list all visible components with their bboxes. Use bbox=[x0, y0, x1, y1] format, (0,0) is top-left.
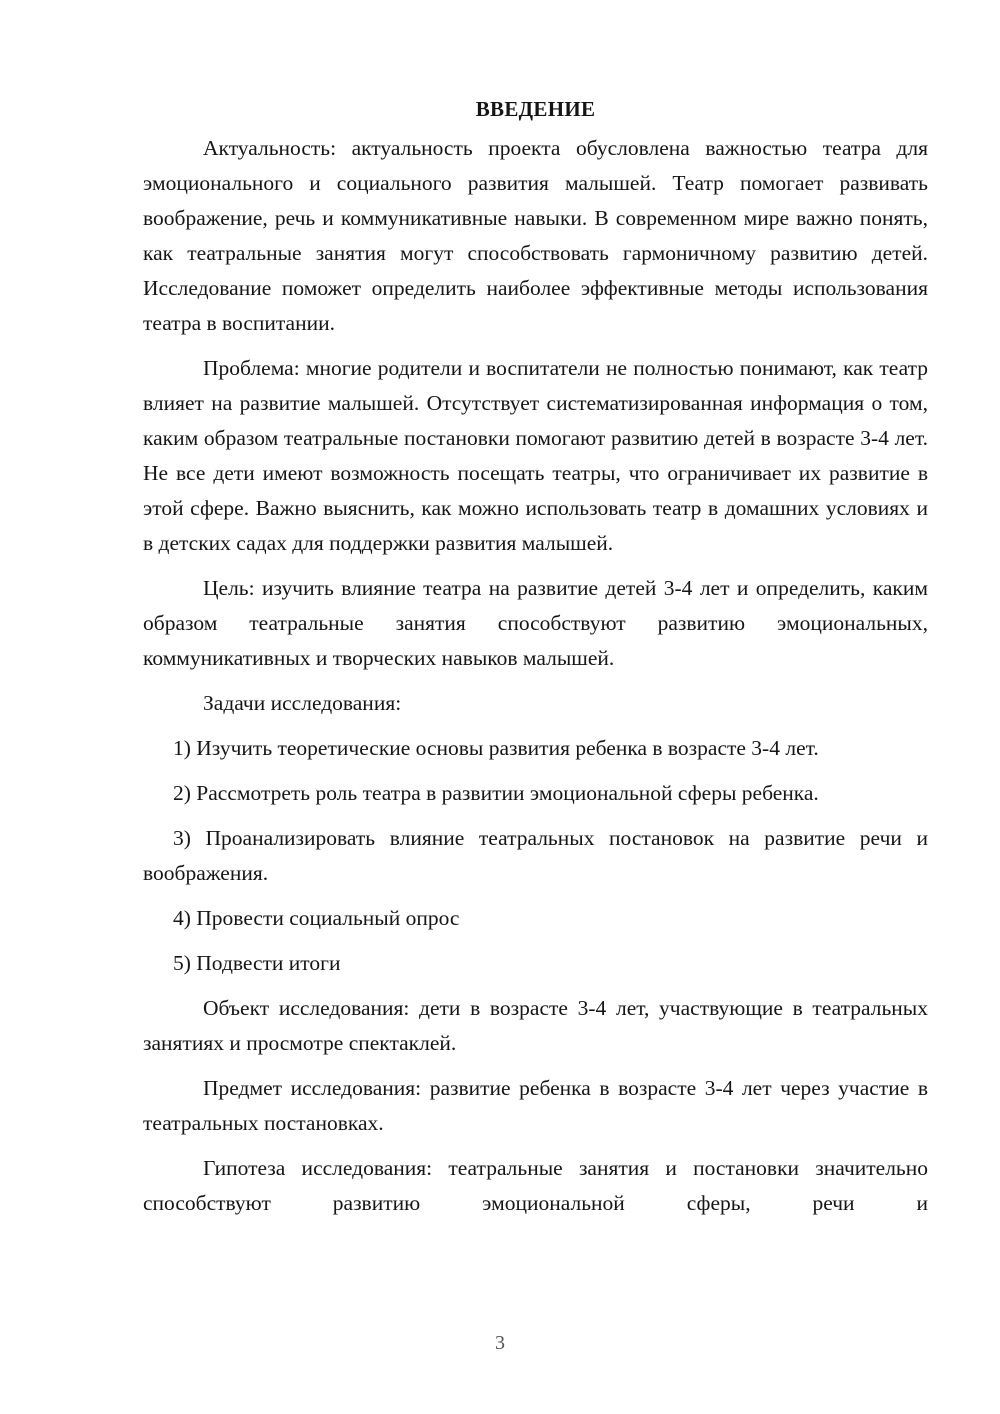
task-item-1: 1) Изучить теоретические основы развития ребенка в возрасте 3-4 лет. bbox=[173, 736, 819, 760]
paragraph-hypothesis: Гипотеза исследования: театральные занятия и постановки значительно способствуют развитию эмоциональной сферы, речи и bbox=[143, 1156, 928, 1215]
paragraph-goal: Цель: изучить влияние театра на развитие детей 3-4 лет и определить, каким образом театральные занятия способствуют развитию эмоциональных, коммуникативных и творческих навыков малышей. bbox=[143, 576, 928, 670]
task-item-3: 3) Проанализировать влияние театральных постановок на развитие речи и воображения. bbox=[143, 826, 928, 885]
page-number: 3 bbox=[495, 1332, 505, 1354]
task-item-4: 4) Провести социальный опрос bbox=[173, 906, 460, 930]
paragraph-object: Объект исследования: дети в возрасте 3-4 лет, участвующие в театральных занятиях и просмотре спектаклей. bbox=[143, 996, 928, 1055]
page-title: ВВЕДЕНИЕ bbox=[475, 97, 596, 121]
task-item-5: 5) Подвести итоги bbox=[173, 951, 341, 975]
task-item-2: 2) Рассмотреть роль театра в развитии эмоциональной сферы ребенка. bbox=[173, 781, 819, 805]
paragraph-subject: Предмет исследования: развитие ребенка в возрасте 3-4 лет через участие в театральных постановках. bbox=[143, 1076, 928, 1135]
paragraph-relevance: Актуальность: актуальность проекта обусловлена важностью театра для эмоционального и социального развития малышей. Театр помогает развивать воображение, речь и коммуникативные навыки. В современном мире важно понять, как театральные занятия могут способствовать гармоничному развитию детей. Исследование поможет определить наиболее эффективные методы использования театра в воспитании. bbox=[143, 136, 928, 335]
paragraph-tasks-heading: Задачи исследования: bbox=[203, 691, 402, 715]
paragraph-problem: Проблема: многие родители и воспитатели не полностью понимают, как театр влияет на развитие малышей. Отсутствует систематизированная информация о том, каким образом театральные постановки помогают развитию детей в возрасте 3-4 лет. Не все дети имеют возможность посещать театры, что ограничивает их развитие в этой сфере. Важно выяснить, как можно использовать театр в домашних условиях и в детских садах для поддержки развития малышей. bbox=[143, 356, 928, 555]
page-content bbox=[143, 92, 928, 1231]
